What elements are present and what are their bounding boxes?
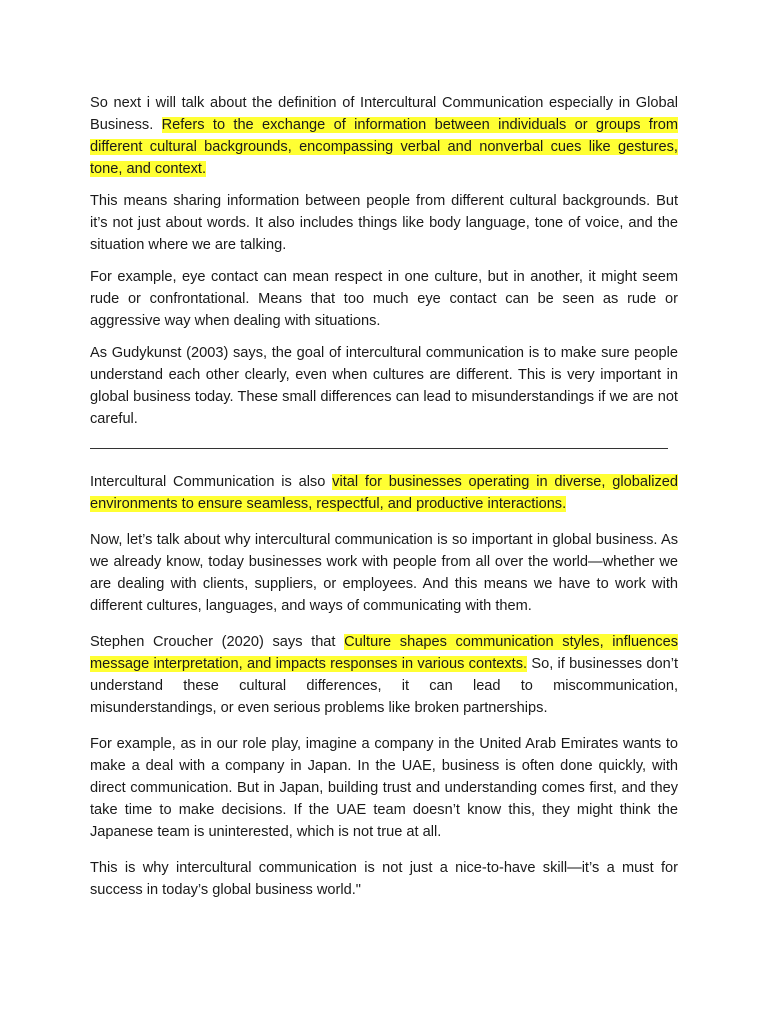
paragraph-meaning: This means sharing information between people from different cultural backgrounds. But it’s not just about words. It also includes things like body language, tone of voice, and the situation where we are talking. <box>90 193 678 253</box>
paragraph-conclusion: This is why intercultural communication is not just a nice-to-have skill—it’s a must for success in today’s global business world." <box>90 860 678 898</box>
highlighted-vital: vital for businesses operating in diverse, globalized environments to ensure seamless, respectful, and productive interactions. <box>90 474 678 512</box>
highlighted-croucher-quote: Culture shapes communication styles, influences message interpretation, and impacts responses in various contexts. <box>90 634 678 672</box>
paragraph-gudykunst: As Gudykunst (2003) says, the goal of intercultural communication is to make sure people understand each other clearly, even when cultures are different. This is very important in global business today. These small differences can lead to misunderstandings if we are not careful. <box>90 345 678 427</box>
paragraph-eye-contact-example: For example, eye contact can mean respect in one culture, but in another, it might seem rude or confrontational. Means that too much eye contact can be seen as rude or aggressive way when dealing with situations. <box>90 269 678 329</box>
paragraph-role-play-text: For example, as in our role play, imagine a company in the United Arab Emirates wants to make a deal with a company in Japan. In the UAE, business is often done quickly, with direct communication. But in Japan, building trust and understanding comes first, and they take time to make decisions. If the UAE team doesn’t know this, they might think the Japanese team is uninterested, which is not true at all. <box>90 736 678 840</box>
paragraph-croucher-tail: So, if businesses don’t understand these cultural differences, it can lead to miscommunication, misunderstandings, or even serious problems like broken partnerships. <box>90 656 678 716</box>
highlighted-definition: Refers to the exchange of information between individuals or groups from different cultural backgrounds, encompassing verbal and nonverbal cues like gestures, tone, and context. <box>90 117 678 177</box>
document-page <box>90 92 678 911</box>
paragraph-role-play-example <box>90 733 678 843</box>
paragraph-definition-lead: So next i will talk about the definition of Intercultural Communication especially in Global Business. <box>90 95 678 133</box>
paragraph-definition <box>90 92 678 180</box>
section-divider <box>90 448 668 449</box>
paragraph-vital-lead: Intercultural Communication is also <box>90 474 333 490</box>
paragraph-croucher-lead: Stephen Croucher (2020) says that <box>90 634 345 650</box>
paragraph-importance: Now, let’s talk about why intercultural communication is so important in global business. As we already know, today businesses work with people from all over the world—whether we are dealing with clients, suppliers, or employees. And this means we have to work with different cultures, languages, and ways of communicating with them. <box>90 532 678 614</box>
paragraph-croucher <box>90 631 678 719</box>
paragraph-vital <box>90 471 678 515</box>
